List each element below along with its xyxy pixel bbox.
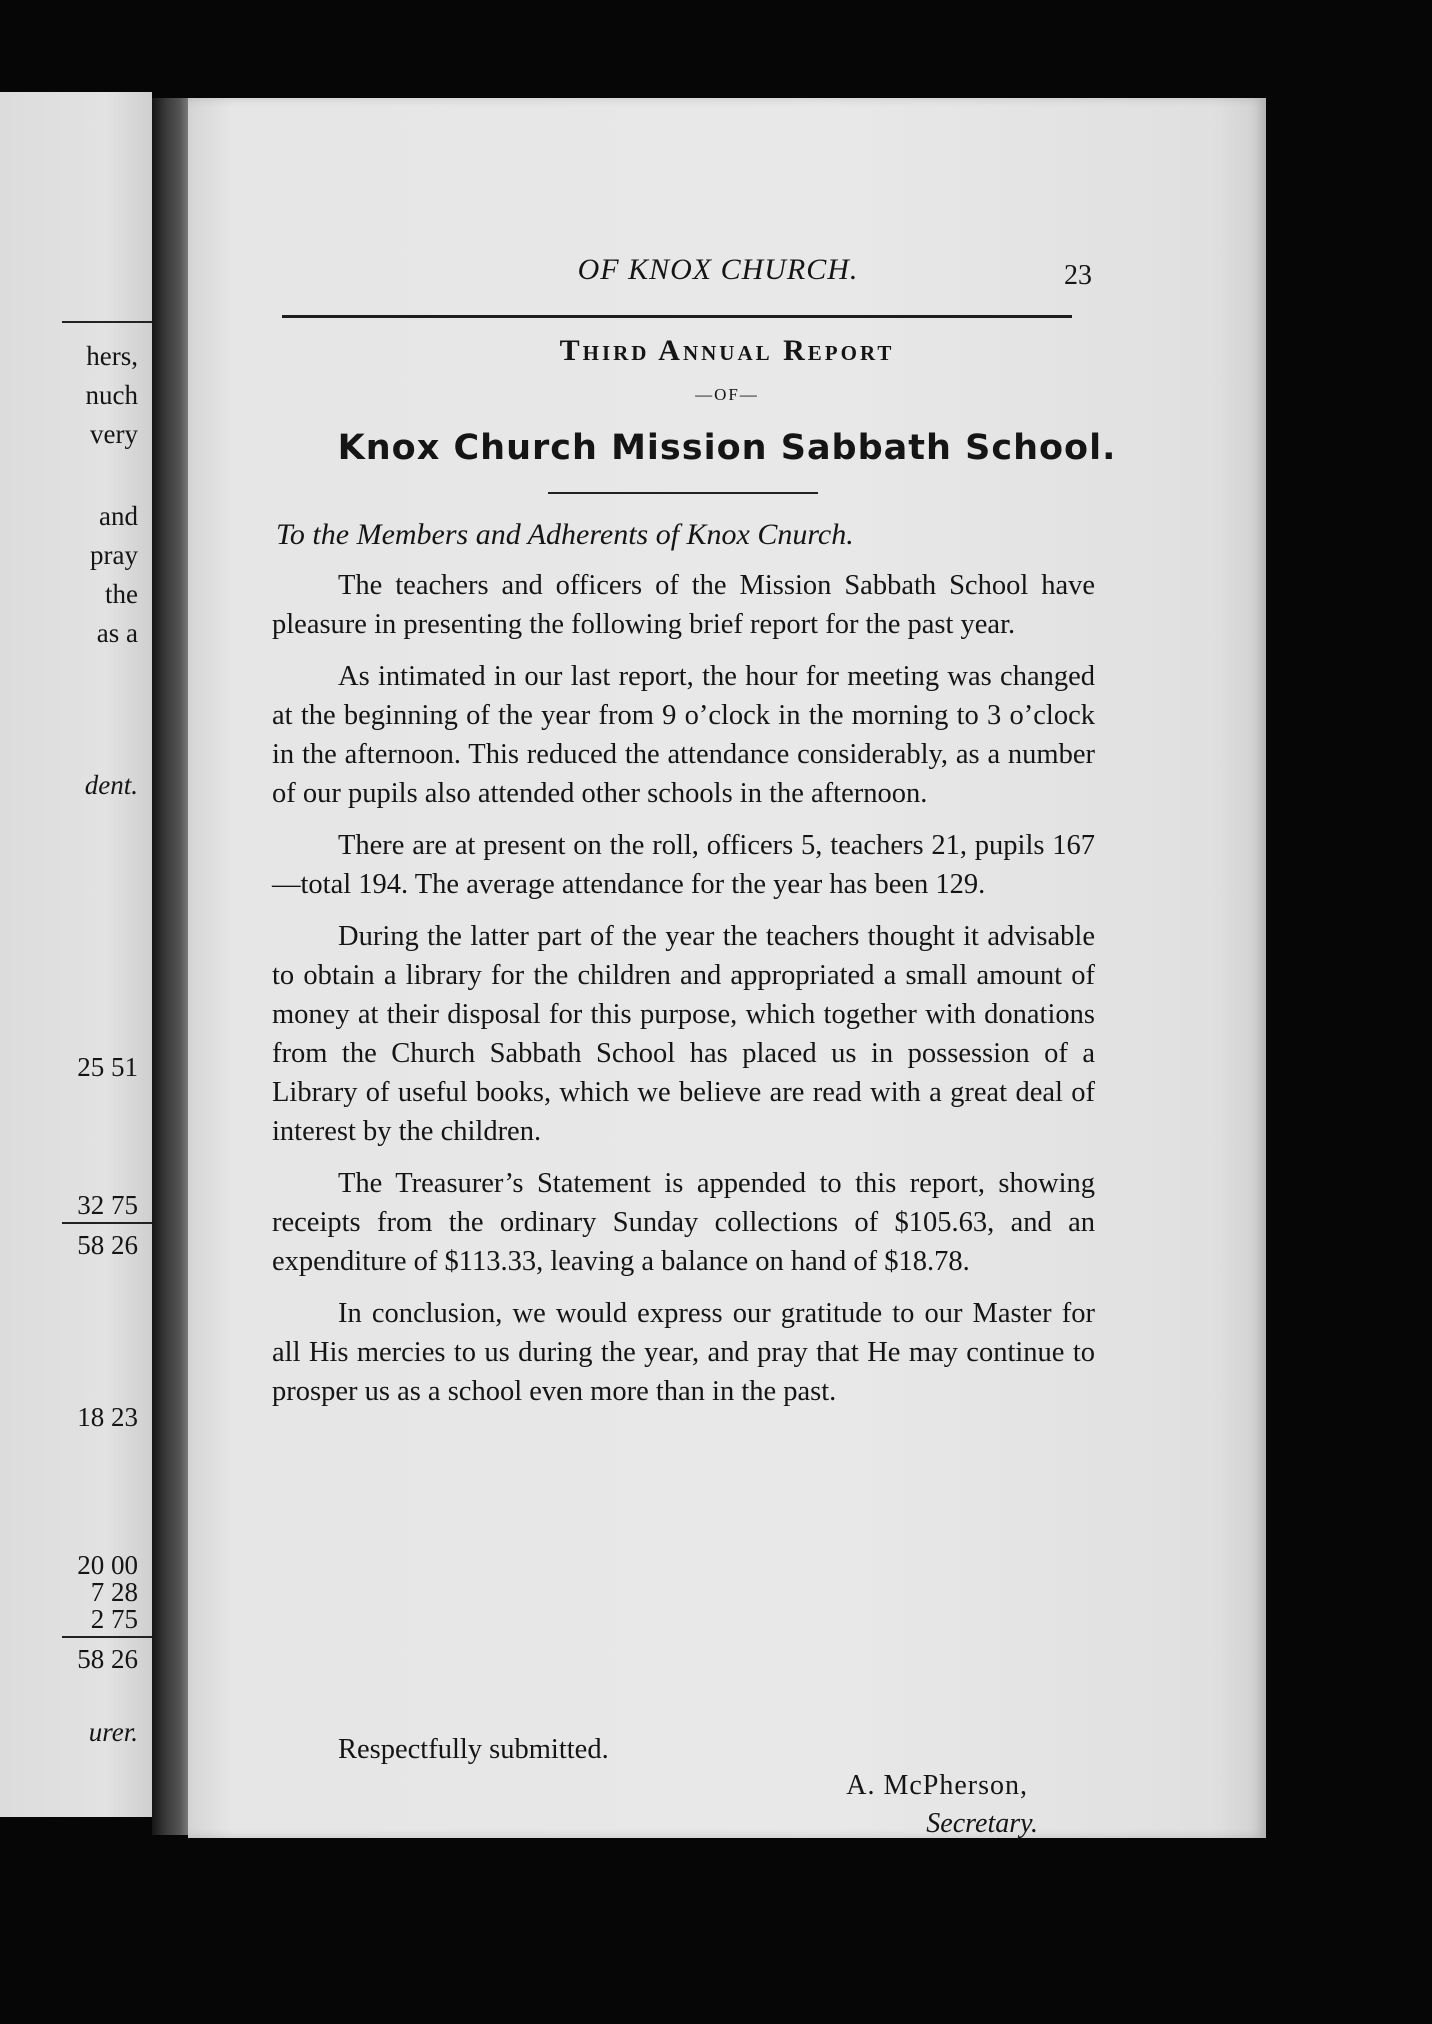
signoff: Respectfully submitted.: [338, 1734, 609, 1765]
of-line: —OF—: [695, 385, 759, 404]
paragraph: During the latter part of the year the teachers thought it advisable to obtain a library for the children and appropriated a small amount of money at their disposal for this purpose, which together with donations from the Church Sabbath School has placed us in possession of a Library of useful books, which we believe are read with a great deal of interest by the children.: [272, 921, 1095, 1147]
facing-page-fragment: 7 28: [90, 1577, 138, 1607]
paragraph: The Treasurer’s Statement is appended to this report, showing receipts from the ordinary Sunday collections of $105.63, and an expenditure of $113.33, leaving a balance on hand of $18.78.: [272, 1168, 1095, 1277]
facing-page-fragment: 18 23: [77, 1402, 138, 1432]
facing-page-fragment: 32 75: [77, 1190, 138, 1220]
signer-role: Secretary.: [926, 1808, 1038, 1839]
facing-page-fragment: 2 75: [90, 1604, 138, 1634]
book-page: [188, 98, 1266, 1838]
running-head: OF KNOX CHURCH.: [577, 253, 859, 286]
facing-page-fragment: 25 51: [77, 1052, 138, 1082]
facing-page-fragment: very: [90, 419, 138, 449]
facing-page-fragment: hers,: [86, 341, 138, 371]
paragraph: As intimated in our last report, the hour for meeting was changed at the beginning of the year from 9 o’clock in the morning to 3 o’clock in the afternoon. This reduced the attendance considerably, as a number of our pupils also attended other schools in the afternoon.: [272, 661, 1095, 809]
facing-page-fragment: pray: [90, 540, 138, 570]
facing-page-rule: [62, 1636, 152, 1638]
facing-page-rule: [62, 1222, 152, 1224]
salutation: To the Members and Adherents of Knox Cnurch.: [276, 518, 854, 551]
facing-page-fragment: 58 26: [77, 1644, 138, 1674]
facing-page-fragment: 20 00: [77, 1550, 138, 1580]
report-title: Third Annual Report: [559, 334, 895, 367]
title-rule: [548, 492, 818, 494]
facing-page-fragment: and: [99, 501, 138, 531]
report-body: [272, 566, 1095, 1424]
paragraph: There are at present on the roll, officers 5, teachers 21, pupils 167—total 194. The average attendance for the year has been 129.: [272, 830, 1095, 900]
paragraph: The teachers and officers of the Mission Sabbath School have pleasure in presenting the following brief report for the past year.: [272, 570, 1095, 640]
paragraph: In conclusion, we would express our gratitude to our Master for all His mercies to us during the year, and pray that He may continue to prosper us as a school even more than in the past.: [272, 1298, 1095, 1407]
facing-page-edge: [0, 92, 152, 1817]
signer-name: A. McPherson,: [846, 1770, 1028, 1801]
header-rule: [282, 315, 1072, 318]
facing-page-fragment: dent.: [84, 770, 138, 800]
facing-page-fragment: 58 26: [77, 1230, 138, 1260]
facing-page-fragment: nuch: [85, 380, 138, 410]
facing-page-fragment: the: [105, 579, 138, 609]
book-gutter: [152, 98, 192, 1835]
facing-page-fragment: as a: [96, 618, 138, 648]
facing-page-fragment: urer.: [88, 1717, 138, 1747]
school-title: Knox Church Mission Sabbath School.: [337, 428, 1117, 468]
facing-page-rule: [62, 321, 152, 323]
page-number: 23: [1064, 260, 1092, 291]
